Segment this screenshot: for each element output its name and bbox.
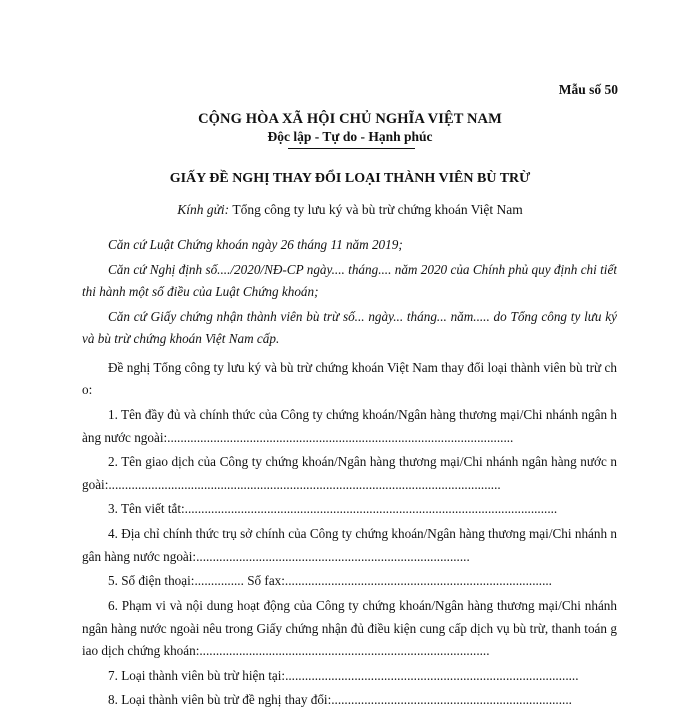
legal-basis-1: Căn cứ Luật Chứng khoán ngày 26 tháng 11 năm 2019; <box>108 237 403 252</box>
recipient-label: Kính gửi: <box>177 202 230 217</box>
legal-basis-3: Căn cứ Giấy chứng nhận thành viên bù trừ số... ngày... tháng... năm..... do Tổng công ty lưu ký và bù trừ chứng khoán Việt Nam cấp. <box>82 308 617 347</box>
document-title: GIẤY ĐỀ NGHỊ THAY ĐỔI LOẠI THÀNH VIÊN BÙ TRỪ <box>169 171 531 186</box>
field-phone-fax: 5. Số điện thoại:............... Số fax:................................................................................. <box>108 573 552 589</box>
motto-underline <box>288 148 415 149</box>
field-head-office-address: 4. Địa chỉ chính thức trụ sở chính của Công ty chứng khoán/Ngân hàng thương mại/Chi nhánh ngân hàng nước ngoài:................................................................................... <box>82 526 617 564</box>
field-current-member-type: 7. Loại thành viên bù trừ hiện tại:......................................................................................... <box>108 667 579 683</box>
document-body <box>82 234 617 712</box>
field-full-name: 1. Tên đầy đủ và chính thức của Công ty chứng khoán/Ngân hàng thương mại/Chi nhánh ngân hàng nước ngoài:......................................................................................................... <box>82 407 617 445</box>
recipient-name: Tổng công ty lưu ký và bù trừ chứng khoán Việt Nam <box>229 202 523 217</box>
field-trading-name: 2. Tên giao dịch của Công ty chứng khoán/Ngân hàng thương mại/Chi nhánh ngân hàng nước ngoài:....................................................................................................................... <box>82 454 617 492</box>
field-abbreviation: 3. Tên viết tắt:................................................................................................................. <box>108 501 558 517</box>
recipient-line <box>0 202 700 218</box>
national-title: CỘNG HÒA XÃ HỘI CHỦ NGHĨA VIỆT NAM <box>198 111 502 127</box>
legal-basis-2: Căn cứ Nghị định số..../2020/NĐ-CP ngày.... tháng.... năm 2020 của Chính phủ quy định chi tiết thi hành một số điều của Luật Chứng khoán; <box>82 261 617 300</box>
field-scope-of-operation: 6. Phạm vi và nội dung hoạt động của Công ty chứng khoán/Ngân hàng thương mại/Chi nhánh ngân hàng nước ngoài nêu trong Giấy chứng nhận đủ điều kiện cung cấp dịch vụ bù trừ, thanh toán giao dịch chứng khoán:........................................................................................ <box>82 598 617 658</box>
request-intro: Đề nghị Tổng công ty lưu ký và bù trừ chứng khoán Việt Nam thay đổi loại thành viên bù trừ cho: <box>82 359 617 398</box>
form-number: Mẫu số 50 <box>558 82 618 97</box>
national-motto: Độc lập - Tự do - Hạnh phúc <box>267 129 433 144</box>
field-requested-member-type: 8. Loại thành viên bù trừ đề nghị thay đổi:......................................................................... <box>108 692 572 708</box>
